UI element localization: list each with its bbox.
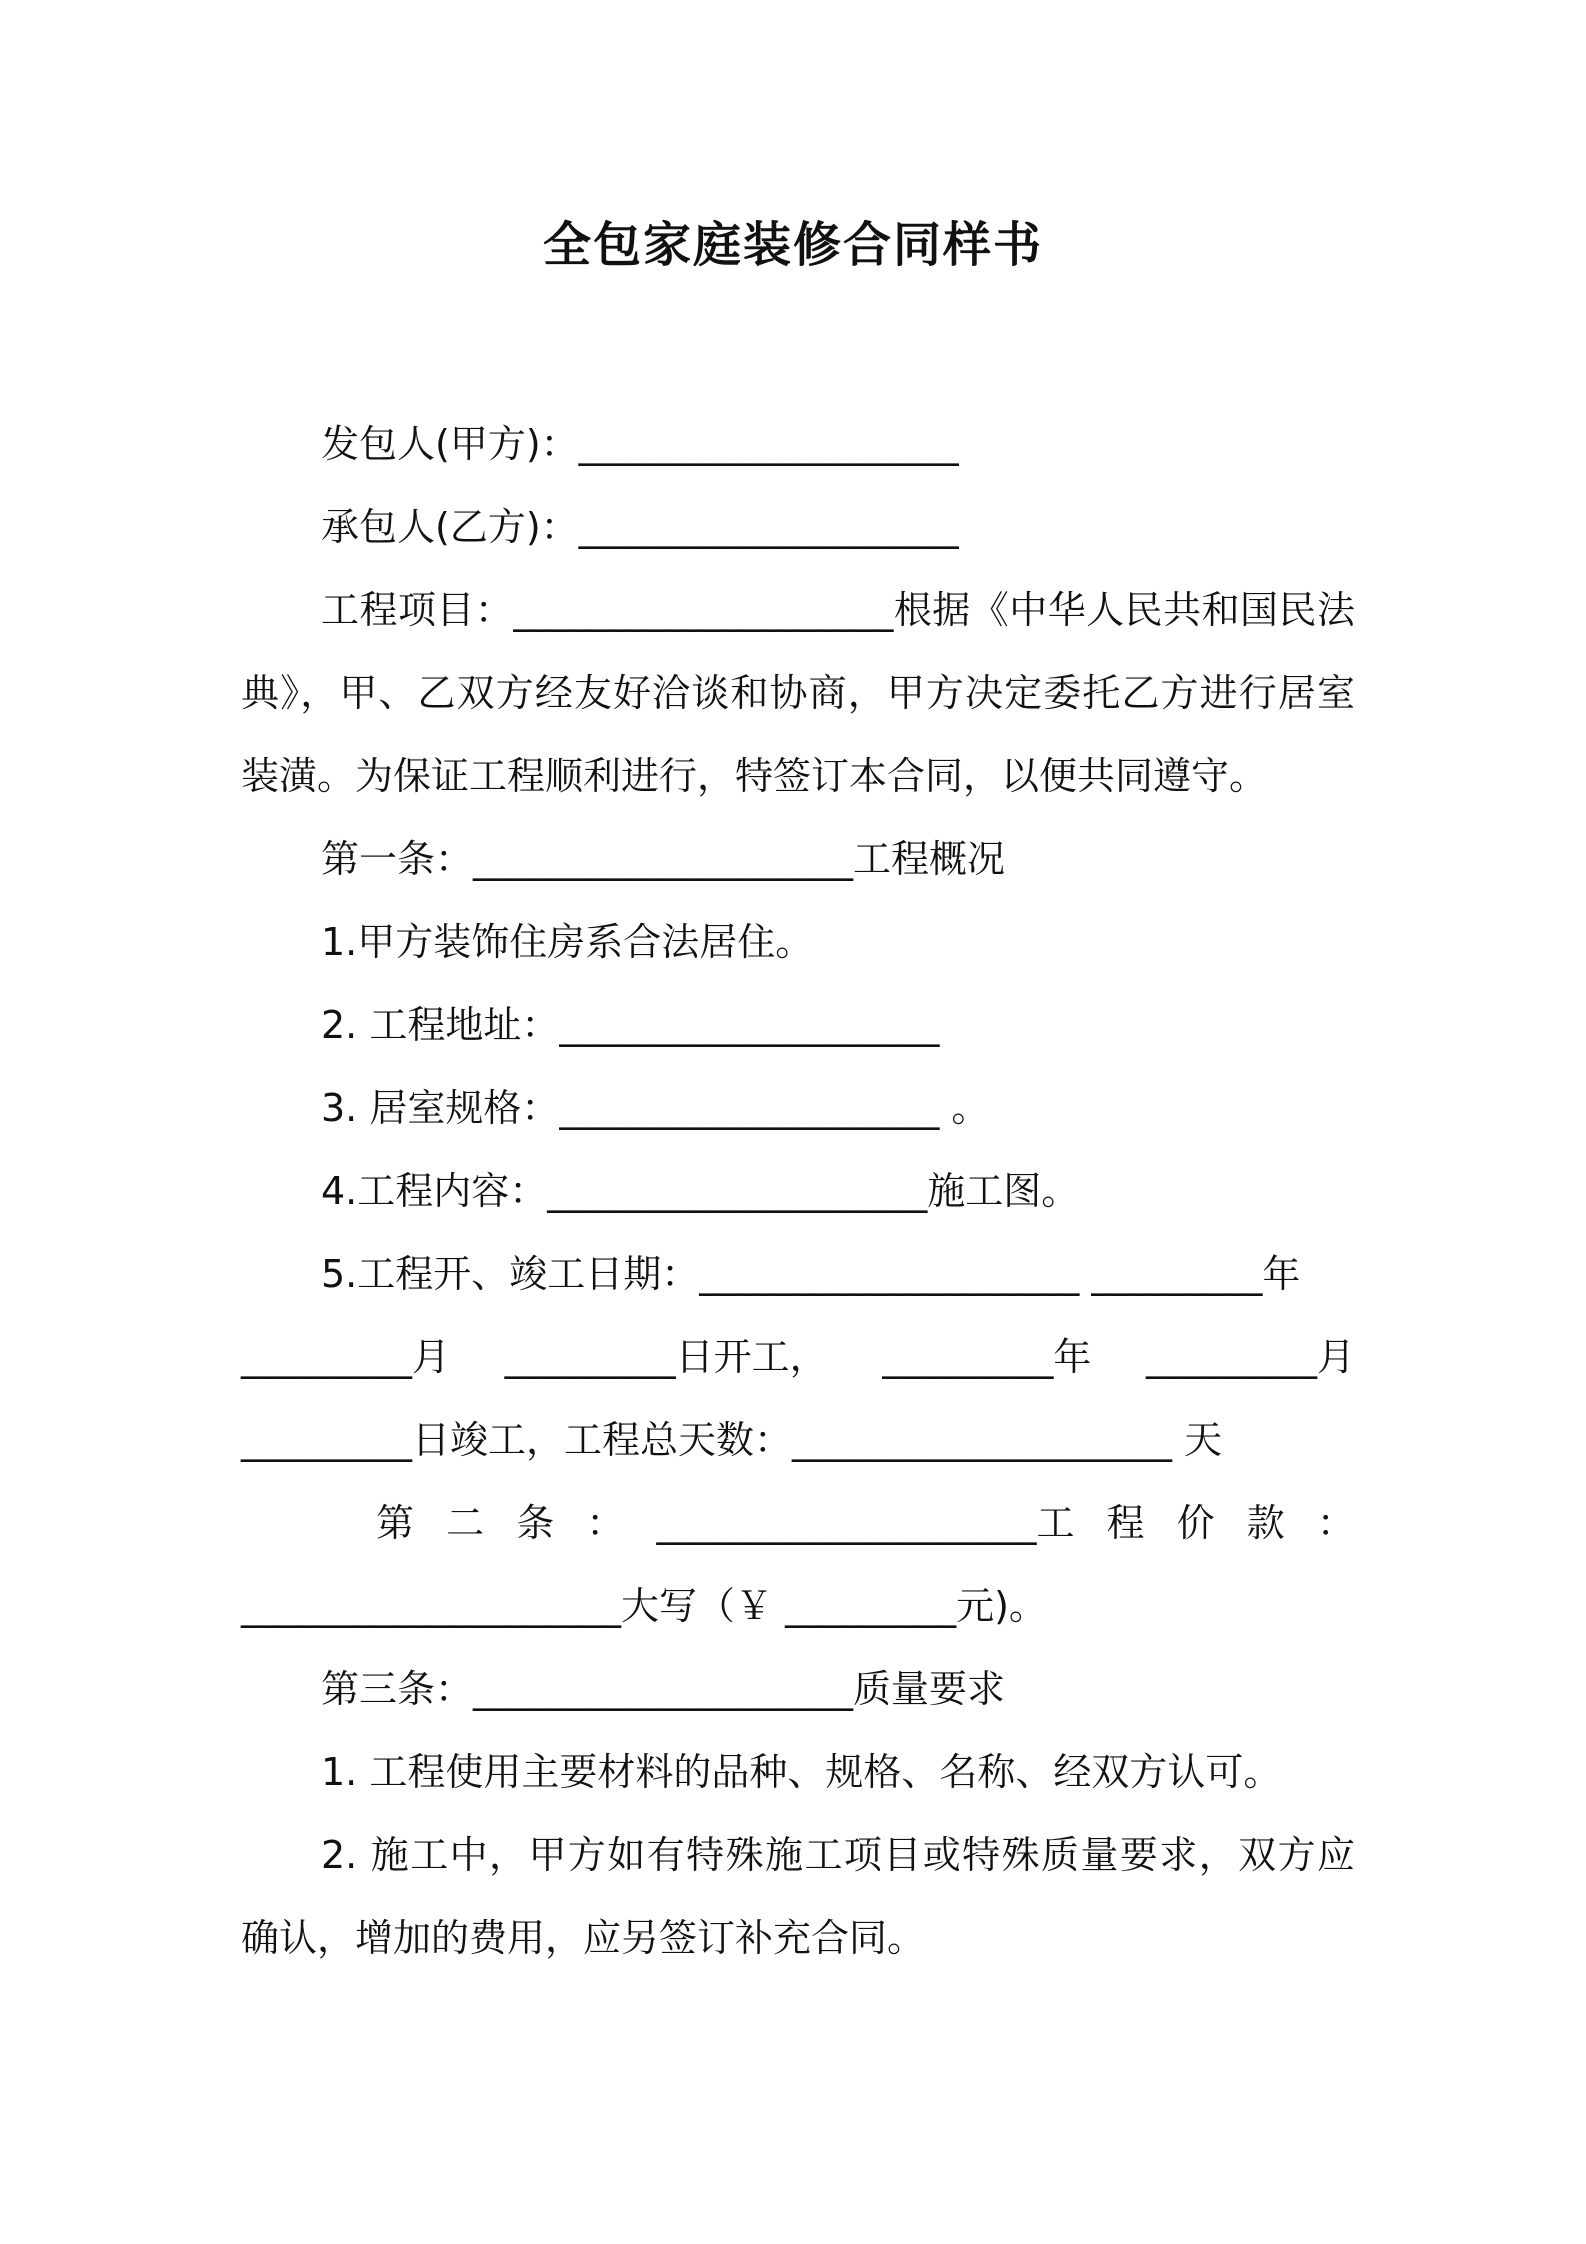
- document-title: 全包家庭装修合同样书: [542, 217, 1043, 273]
- project-paragraph: 工程项目：____________________根据《中华人民共和国民法典》，甲、乙双方经友好洽谈和协商，甲方决定委托乙方进行居室装潢。为保证工程顺利进行，特签订本合同，以便共同遵守。: [241, 588, 1355, 798]
- article-two-char-2: 二: [446, 1501, 485, 1545]
- date-month-end: _________月: [1145, 1335, 1355, 1379]
- article-two-char-1: 第: [376, 1501, 415, 1545]
- article-one-heading: 第一条：____________________工程概况: [321, 837, 1006, 881]
- article-three-heading: 第三条：____________________质量要求: [321, 1667, 1006, 1711]
- date-line: [241, 1316, 1355, 1399]
- clause-3-2: 2. 施工中，甲方如有特殊施工项目或特殊质量要求，双方应确认，增加的费用，应另签订补充合同。: [241, 1833, 1355, 1960]
- clause-1-4: 4.工程内容：____________________施工图。: [321, 1169, 1080, 1213]
- article-two-char-4: ：: [586, 1501, 625, 1545]
- clause-1-5: 5.工程开、竣工日期：____________________ _________年: [321, 1252, 1301, 1296]
- contractor-line: 承包人(乙方)：____________________: [321, 505, 959, 549]
- article-two-blank: ____________________工: [656, 1501, 1075, 1545]
- completion-line: _________日竣工，工程总天数：____________________ 天: [241, 1418, 1223, 1462]
- clause-1-3: 3. 居室规格：____________________ 。: [321, 1086, 990, 1130]
- date-year-end: _________年: [882, 1335, 1092, 1379]
- date-day-start: _________日开工，: [504, 1335, 828, 1379]
- clause-3-1: 1. 工程使用主要材料的品种、规格、名称、经双方认可。: [321, 1750, 1282, 1794]
- date-month-start: _________月: [241, 1335, 451, 1379]
- article-two-char-9: ：: [1316, 1501, 1355, 1545]
- clause-1-1: 1.甲方装饰住房系合法居住。: [321, 920, 814, 964]
- article-two-char-6: 程: [1106, 1501, 1145, 1545]
- article-two-char-7: 价: [1176, 1501, 1215, 1545]
- price-line: ____________________大写（￥ _________元)。: [241, 1584, 1047, 1628]
- document-body: [241, 403, 1355, 1980]
- article-two-heading: [241, 1482, 1355, 1565]
- article-two-char-3: 条: [516, 1501, 555, 1545]
- clause-1-2: 2. 工程地址：____________________: [321, 1003, 940, 1047]
- article-two-char-8: 款: [1246, 1501, 1285, 1545]
- employer-line: 发包人(甲方)：____________________: [321, 422, 959, 466]
